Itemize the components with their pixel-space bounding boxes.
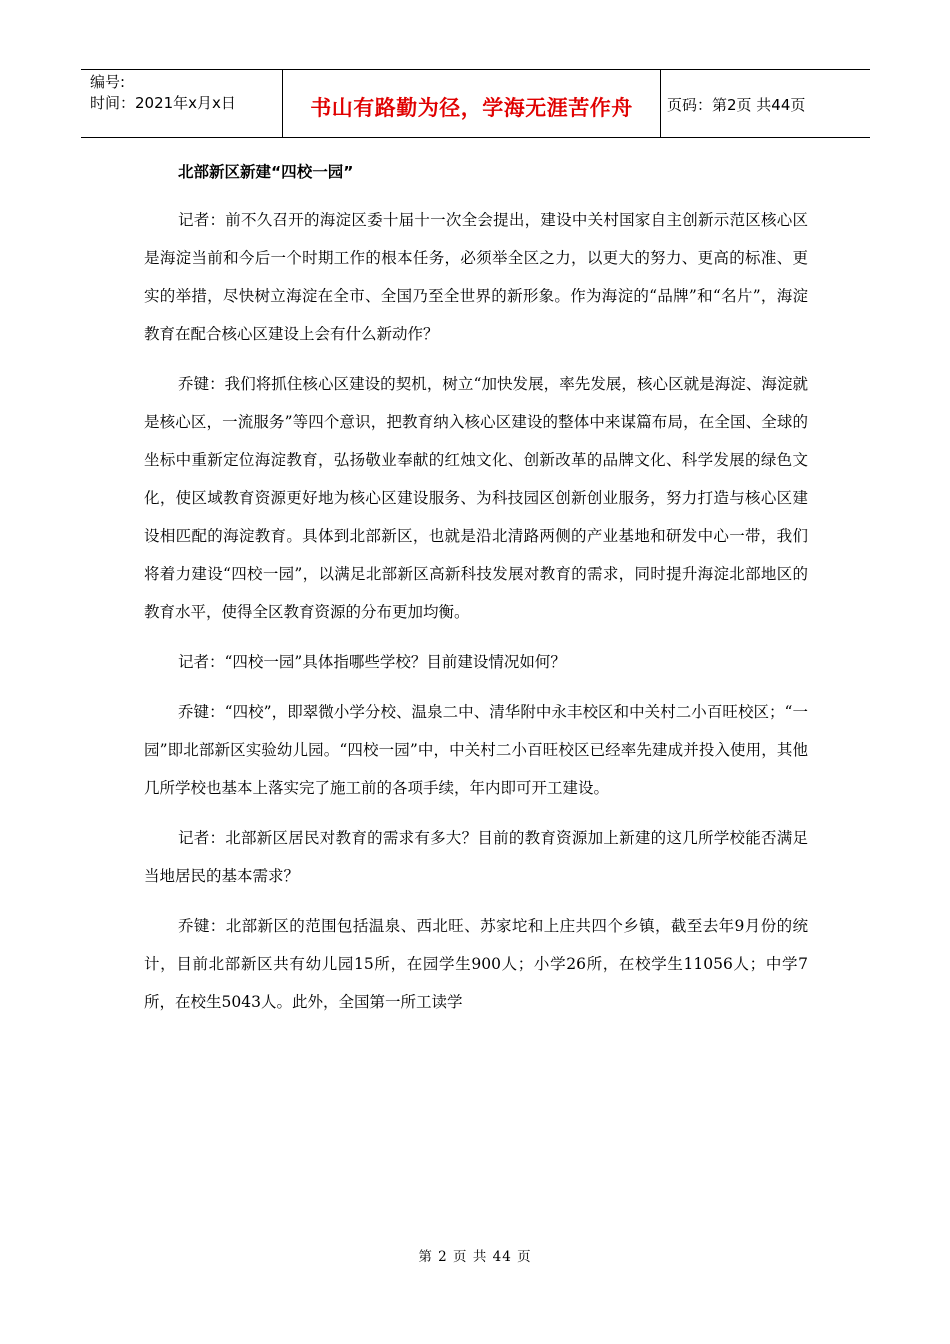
header-middle-cell	[283, 70, 661, 137]
paragraph: 乔键：“四校”，即翠微小学分校、温泉二中、清华附中永丰校区和中关村二小百旺校区；“一园”即北部新区实验幼儿园。“四校一园”中，中关村二小百旺校区已经率先建成并投入使用，其他几所学校也基本上落实完了施工前的各项手续，年内即可开工建设。	[144, 703, 808, 797]
date-label: 时间：2021年x月x日	[90, 94, 236, 112]
page-footer: 第 2 页 共 44 页	[418, 1249, 532, 1265]
paragraph: 记者：“四校一园”具体指哪些学校？目前建设情况如何？	[178, 653, 566, 671]
paragraph: 乔键：北部新区的范围包括温泉、西北旺、苏家坨和上庄共四个乡镇，截至去年9月份的统计，目前北部新区共有幼儿园15所，在园学生900人；小学26所，在校学生11056人；中学7所，在校生5043人。此外，全国第一所工读学	[144, 917, 808, 1011]
header-left-cell	[81, 70, 283, 137]
article-title: 北部新区新建“四校一园”	[178, 163, 354, 181]
paragraph: 记者：北部新区居民对教育的需求有多大？目前的教育资源加上新建的这几所学校能否满足当地居民的基本需求？	[144, 829, 808, 885]
header-right-cell	[661, 70, 870, 137]
number-label: 编号:	[90, 73, 126, 91]
article-body	[144, 157, 808, 1033]
paragraph: 记者：前不久召开的海淀区委十届十一次全会提出，建设中关村国家自主创新示范区核心区是海淀当前和今后一个时期工作的根本任务，必须举全区之力，以更大的努力、更高的标准、更实的举措，尽快树立海淀在全市、全国乃至全世界的新形象。作为海淀的“品牌”和“名片”，海淀教育在配合核心区建设上会有什么新动作？	[144, 211, 808, 343]
header-motto: 书山有路勤为径，学海无涯苦作舟	[310, 96, 633, 120]
header-page-info: 页码：第2页 共44页	[667, 96, 806, 114]
paragraph: 乔键：我们将抓住核心区建设的契机，树立“加快发展，率先发展，核心区就是海淀、海淀就是核心区，一流服务”等四个意识，把教育纳入核心区建设的整体中来谋篇布局，在全国、全球的坐标中重新定位海淀教育，弘扬敬业奉献的红烛文化、创新改革的品牌文化、科学发展的绿色文化，使区域教育资源更好地为核心区建设服务、为科技园区创新创业服务，努力打造与核心区建设相匹配的海淀教育。具体到北部新区，也就是沿北清路两侧的产业基地和研发中心一带，我们将着力建设“四校一园”，以满足北部新区高新科技发展对教育的需求，同时提升海淀北部地区的教育水平，使得全区教育资源的分布更加均衡。	[144, 375, 808, 621]
document-header	[81, 69, 870, 138]
